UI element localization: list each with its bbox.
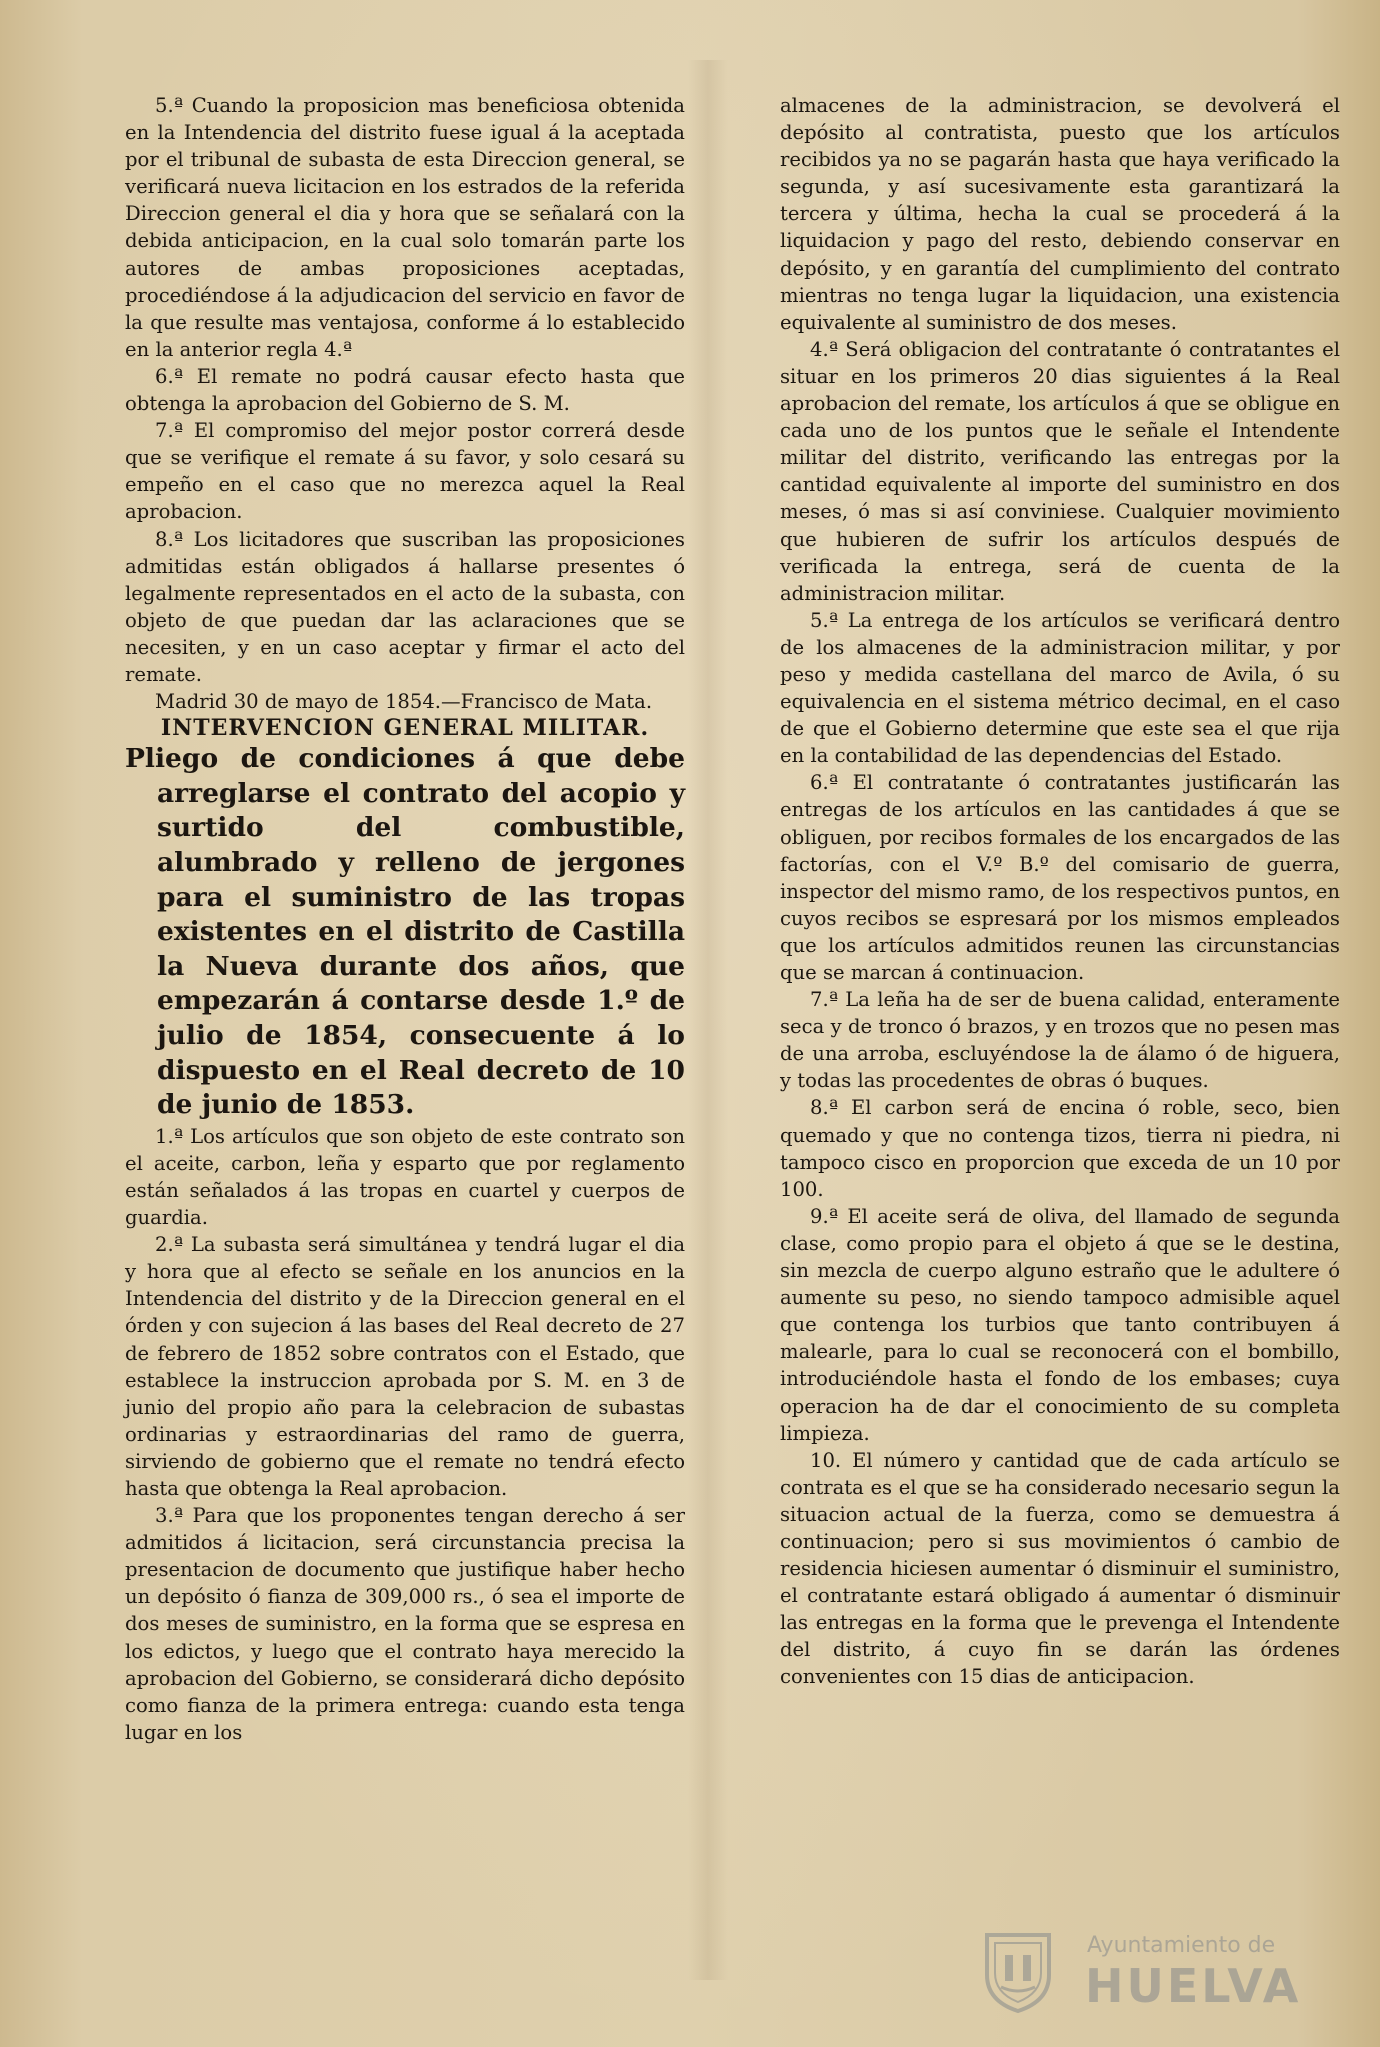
condition-9: 9.ª El aceite será de oliva, del llamado de segunda clase, como propio para el objeto á que se le destina, sin mezcla de cuerpo alguno estraño que le adultere ó aumente su peso, no siendo tampoco admisible aquel que contenga los turbios que tanto contribuyen á malearle, para lo cual se reconocerá con el bombillo, introduciéndole hasta el fondo de los embases; cuya operacion ha de dar el conocimiento de su completa limpieza. bbox=[780, 1204, 1340, 1445]
condition-2: 2.ª La subasta será simultánea y tendrá lugar el dia y hora que al efecto se señale en los anuncios en la Intendencia del distrito y de la Direccion general en el órden y con sujecion á las bases del Real decreto de 27 de febrero de 1852 sobre contratos con el Estado, que establece la instruccion aprobada por S. M. en 3 de junio del propio año para la celebracion de subastas ordinarias y estraordinarias del ramo de guerra, sirviendo de gobierno que el remate no tendrá efecto hasta que obtenga la Real aprobacion. bbox=[125, 1233, 685, 1500]
signature-line: Madrid 30 de mayo de 1854.—Francisco de Mata. bbox=[155, 690, 653, 714]
condition-1: 1.ª Los artículos que son objeto de este contrato son el aceite, carbon, leña y esparto que por reglamento están señalados á las tropas en cuartel y cuerpos de guardia. bbox=[125, 1124, 685, 1230]
condition-8: 8.ª El carbon será de encina ó roble, seco, bien quemado y que no contenga tizos, tierra ni piedra, ni tampoco cisco en proporcion que exceda de un 10 por 100. bbox=[780, 1096, 1340, 1201]
condition-7: 7.ª La leña ha de ser de buena calidad, enteramente seca y de tronco ó brazos, y en trozos que no pesen mas de una arroba, escluyéndose la de álamo ó de higuera, y todas las procedentes de obras ó buques. bbox=[780, 988, 1340, 1093]
left-column bbox=[125, 92, 685, 1746]
huelva-shield-icon bbox=[975, 1929, 1061, 2015]
rule-5: 5.ª Cuando la proposicion mas beneficiosa obtenida en la Intendencia del distrito fuese igual á la aceptada por el tribunal de subasta de esta Direccion general, se verificará nueva licitacion en los estrados de la referida Direccion general el dia y hora que se señalará con la debida anticipacion, en la cual solo tomarán parte los autores de ambas proposiciones aceptadas, procediéndose á la adjudicacion del servicio en favor de la que resulte mas ventajosa, conforme á lo establecido en la anterior regla 4.ª bbox=[125, 94, 685, 361]
condition-5: 5.ª La entrega de los artículos se verificará dentro de los almacenes de la administracion militar, y por peso y medida castellana del marco de Avila, ó su equivalencia en el sistema métrico decimal, en el caso de que el Gobierno determine que este sea el que rija en la contabilidad de las dependencias del Estado. bbox=[780, 608, 1340, 768]
document-title: Pliego de condiciones á que debe arreglarse el contrato del acopio y surtido del combustible, alumbrado y relleno de jergones para el suministro de las tropas existentes en el distrito de Castilla la Nueva durante dos años, que empezarán á contarse desde 1.º de julio de 1854, consecuente á lo dispuesto en el Real decreto de 10 de junio de 1853. bbox=[125, 743, 685, 1121]
page-fold-shadow bbox=[688, 60, 728, 1980]
watermark-line-2: HUELVA bbox=[1085, 1959, 1302, 2013]
condition-10: 10. El número y cantidad que de cada artículo se contrata es el que se ha considerado necesario segun la situacion actual de la fuerza, como se demuestra á continuacion; pero si sus movimientos ó cambio de residencia hiciesen aumentar ó disminuir el suministro, el contratante estará obligado á aumentar ó disminuir las entregas en la forma que le prevenga el Intendente del distrito, á cuyo fin se darán las órdenes convenientes con 15 dias de anticipacion. bbox=[780, 1448, 1340, 1689]
condition-3-continued: almacenes de la administracion, se devolverá el depósito al contratista, puesto que los artículos recibidos ya no se pagarán hasta que haya verificado la segunda, y así sucesivamente esta garantizará la tercera y última, hecha la cual se procederá á la liquidacion y pago del resto, debiendo conservar en depósito, y en garantía del cumplimiento del contrato mientras no tenga lugar la liquidacion, una existencia equivalente al suministro de dos meses. bbox=[780, 94, 1340, 334]
right-column bbox=[780, 92, 1340, 1691]
condition-3: 3.ª Para que los proponentes tengan derecho á ser admitidos á licitacion, será circunstancia precisa la presentacion de documento que justifique haber hecho un depósito ó fianza de 309,000 rs., ó sea el importe de dos meses de suministro, en la forma que se espresa en los edictos, y luego que el contrato haya merecido la aprobacion del Gobierno, se considerará dicho depósito como fianza de la primera entrega: cuando esta tenga lugar en los bbox=[125, 1504, 685, 1744]
rule-8: 8.ª Los licitadores que suscriban las proposiciones admitidas están obligados á hallarse presentes ó legalmente representados en el acto de la subasta, con objeto de que puedan dar las aclaraciones que se necesiten, y en un caso aceptar y firmar el acto del remate. bbox=[125, 527, 685, 686]
rule-7: 7.ª El compromiso del mejor postor correrá desde que se verifique el remate á su favor, y solo cesará su empeño en el caso que no merezca aquel la Real aprobacion. bbox=[125, 419, 685, 524]
rule-6: 6.ª El remate no podrá causar efecto hasta que obtenga la aprobacion del Gobierno de S. M. bbox=[125, 364, 685, 416]
section-heading: INTERVENCION GENERAL MILITAR. bbox=[160, 715, 650, 742]
condition-4: 4.ª Será obligacion del contratante ó contratantes el situar en los primeros 20 dias siguientes á la Real aprobacion del remate, los artículos á que se obligue en cada uno de los puntos que le señale el Intendente militar del distrito, verificando las entregas por la cantidad equivalente al importe del suministro en dos meses, ó mas si así conviniese. Cualquier movimiento que hubieren de sufrir los artículos después de verificada la entrega, será de cuenta de la administracion militar. bbox=[780, 337, 1340, 605]
condition-6: 6.ª El contratante ó contratantes justificarán las entregas de los artículos en las cantidades á que se obliguen, por recibos formales de los encargados de las factorías, con el V.º B.º del comisario de guerra, inspector del mismo ramo, de los respectivos puntos, en cuyos recibos se espresará por los mismos empleados que los artículos admitidos reunen las circunstancias que se marcan á continuacion. bbox=[780, 771, 1340, 984]
watermark-line-1: Ayuntamiento de bbox=[1087, 1933, 1276, 1958]
archive-watermark bbox=[975, 1925, 1325, 2020]
